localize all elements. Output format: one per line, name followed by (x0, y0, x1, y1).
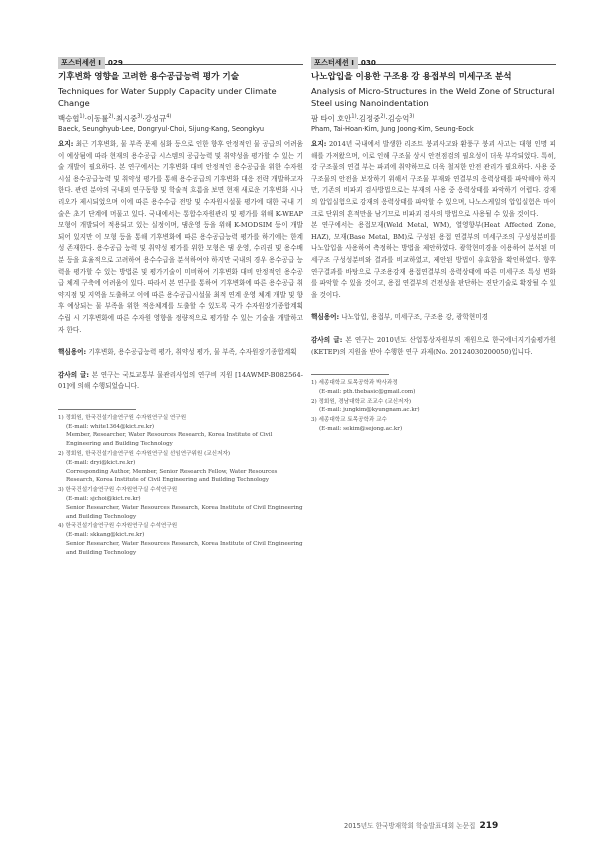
keywords (58, 347, 303, 359)
article-030 (311, 50, 556, 435)
footnote: 3) 한국건설기술연구원 수자원연구실 수석연구원 (E-mail: sjchoi@kict.re.kr) Senior Researcher, Water Resources Research, Korea Institute of Civil Engineering and Building Technology (58, 487, 303, 520)
page-footer (344, 820, 498, 831)
authors-english: Pham, Tai-Hoan·Kim, Jung Joong·Kim, Seung-Eock (311, 125, 474, 133)
title-korean: 기후변화 영향을 고려한 용수공급능력 평가 기술 (58, 72, 239, 82)
title-english: Analysis of Micro-Structures in the Weld Zone of Structural Steel using Nanoindentation (311, 86, 555, 108)
authors-english: Baeck, Seunghyub·Lee, Dongryul·Choi, Sijung·Kang, Seongkyu (58, 125, 265, 133)
abstract-text: 최근 기후변화, 물 부족 문제 심화 등으로 인한 향후 안정적인 물 공급의 어려움이 예상됨에 따라 현재의 용수공급 시스템의 공급능력 및 취약성을 평가할 수 있는 기술 개발이 필요하다. 본 연구에서는 기후변화 대비 안정적인 용수공급을 위한 수자원시설 용수공급능력 및 취약성 평가를 통해 용수공급의 기후변화 대응 전략 개발하고자 한다. 관련 분야의 국내외 연구동향 및 학술적 흐름을 보면 현재 새로운 기후변화 시나리오가 제시되었으며 이에 따른 용수수급 전망 및 수자원시설물 평가에 대한 국내 기술은 초기 단계에 머물고 있다. 국내에서는 통합수자원관리 및 평가를 위해 K-WEAP 모형이 개발되어 적용되고 있는 실정이며, 댐운영 등을 위해 K-MODSIM 등이 개발되어 있지만 이 모형 등을 통해 기후변화에 따른 용수공급능력 평가를 하기에는 한계성 존재한다. 용수공급 능력 및 취약성 평가를 위한 모형은 댐 운영, 수리권 및 용수배분 등을 효율적으로 고려하여 용수수급을 분석하여야 하지만 국내의 경우 용수공급 능력을 평가할 수 있는 방법론 및 평가기술이 미비하여 기후변화 대비 안정적인 용수공급 체계 구축에 어려움이 있다. 따라서 본 연구를 통하여 기후변화에 따른 용수공급 취약지점 및 지역을 도출하고 이에 따른 용수공급시설물 최적 연계 운영 체계 개발 및 향후 예상되는 물 부족을 위한 적응체계를 도출할 수 있도록 국가 수자원장기종합계획 수립 시 기후변화에 따른 수자원 영향을 정량적으로 평가할 수 있는 기술을 개발하고자 한다. (58, 140, 303, 334)
footnote: 1) 세종대학교 토목공학과 박사과정 (E-mail: pth.thebasic@gmail.com) (311, 380, 416, 395)
keywords-label: 핵심용어: (311, 313, 340, 322)
abstract-label: 요지: (311, 140, 327, 148)
page-number: 219 (479, 821, 499, 831)
section-header (311, 50, 556, 65)
footnote: 1) 정회원, 한국건설기술연구원 수자원연구실 연구원 (E-mail: white1364@kict.re.kr) Member, Researcher, Water Resources Research, Korea Institute of Civil Engineering and Building Technology (58, 414, 273, 448)
article-029 (58, 50, 303, 559)
section-tag: 포스터세션 I (311, 57, 358, 69)
abstract-label: 요지: (58, 140, 74, 148)
article-number: 029 (107, 58, 123, 67)
keywords-label: 핵심용어: (58, 348, 87, 357)
acknowledgement (311, 335, 556, 358)
proceedings-title: 2015년도 한국방재학회 학술발표대회 논문집 (344, 822, 476, 830)
ack-label: 감사의 글: (311, 335, 343, 344)
section-header (58, 50, 303, 65)
abstract (58, 139, 303, 336)
keywords (311, 312, 556, 324)
ack-text: 본 연구는 국토교통부 물관리사업의 연구비 지원 [14AWMP-B082564-01]에 의해 수행되었습니다. (58, 370, 303, 391)
abstract-text-2: 본 연구에서는 용접모재(Weld Metal, WM), 열영향부(Heat Affected Zone, HAZ), 모재(Base Metal, BM)로 구성된 용접 연결부의 미세구조의 구성성분비를 나노압입을 사용하여 측정하는 방법을 제안하였다. 광학현미경을 이용하여 분석된 미세구조 구성성분비와 결과를 비교하였고, 제안된 방법이 유효함을 확인하였다. 향후 연구결과를 바탕으로 구조용강재 용접연결부의 응력상태에 따른 미세구조 특성 변화를 파악할 수 있을 것이고, 용접 연결부의 건전성을 판단하는 진단기술로 확장될 수 있을 것이다. (311, 221, 556, 299)
footnote-divider (311, 374, 389, 375)
footnote-divider (58, 409, 136, 410)
ack-text: 본 연구는 2010년도 산업통상자원부의 재원으로 한국에너지기술평가원(KETEP)의 지원을 받아 수행한 연구 과제(No. 20124030200050)입니다. (311, 335, 556, 356)
title-korean: 나노압입을 이용한 구조용 강 용접부의 미세구조 분석 (311, 72, 512, 82)
acknowledgement (58, 370, 303, 393)
article-number: 030 (360, 58, 376, 67)
authors-korean: 팜 타이 호안$^{1)}$·김정중$^{2)}$·김승억$^{3)}$ (311, 113, 415, 123)
keywords-text: 나노압입, 용접부, 미세구조, 구조용 강, 광학현미경 (341, 313, 488, 322)
ack-label: 감사의 글: (58, 370, 90, 379)
title-english: Techniques for Water Supply Capacity under Climate Change (58, 86, 277, 108)
footnote: 2) 정회원, 한국건설기술연구원 수자원연구실 선임연구위원 (교신저자) (E-mail: dryi@kict.re.kr) Corresponding Author, Member, Senior Research Fellow, Water Resources Research, Korea Institute of Civil Engineering and Building Technology (58, 451, 278, 484)
footnote: 4) 한국건설기술연구원 수자원연구실 수석연구원 (E-mail: skkang@kict.re.kr) Senior Researcher, Water Resources Research, Korea Institute of Civil Engineering and Building Technology (58, 523, 303, 556)
footnotes (311, 379, 556, 434)
footnotes (58, 414, 303, 558)
footnote: 2) 정회원, 경남대학교 조교수 (교신저자) (E-mail: jungkim@kyungnam.ac.kr) (311, 398, 420, 414)
section-tag: 포스터세션 I (58, 57, 105, 69)
authors-korean: 백승협$^{1)}$·이동률$^{2)}$·최시중$^{3)}$·강성규$^{4)}$ (58, 113, 172, 123)
keywords-text: 기후변화, 용수공급능력 평가, 취약성 평가, 물 부족, 수자원장기종합계획 (88, 348, 297, 357)
abstract (311, 139, 556, 301)
abstract-text: 2014년 국내에서 발생한 리조트 붕괴사고와 환풍구 붕괴 사고는 대형 인명 피해를 가져왔으며, 이로 인해 구조물 상시 안전점검의 필요성이 더욱 부각되었다. 특히, 강 구조물의 연결 부는 파괴에 취약하므로 더욱 철저한 안전 관리가 필요하다. 사용 중 구조물의 안전을 보장하기 위해서 구조물 부재와 연결부의 응력상태를 파악해야 하지만, 기존의 비파괴 검사방법으로는 부재의 사용 중 응력상태를 파악하기 어렵다. 강재의 압입실험으로 강재의 응력상태를 파악할 수 있으며, 나노스케일의 압입실험은 마이크로 단위의 흔적만을 남기므로 비파괴 검사의 방법으로 사용될 수 있을 것이다. (311, 140, 557, 218)
footnote: 3) 세종대학교 토목공학과 교수 (E-mail: sekim@sejong.ac.kr) (311, 417, 403, 433)
